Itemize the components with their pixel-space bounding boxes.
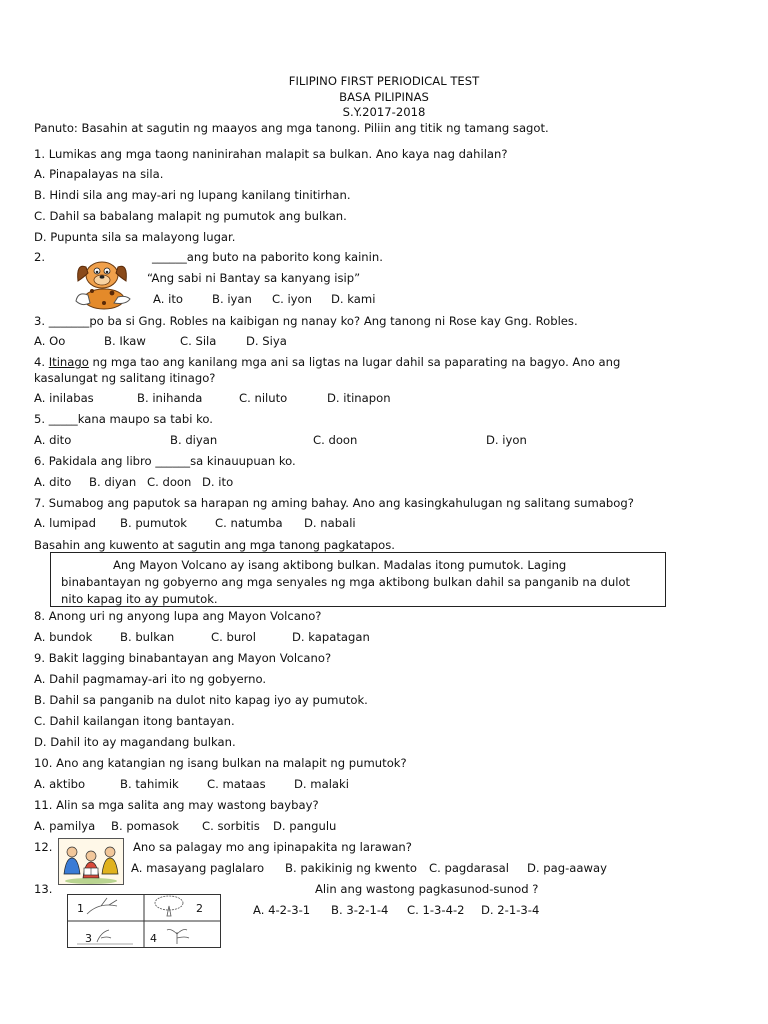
q7-option-b: B. pumutok — [120, 516, 188, 530]
question-2-number: 2. — [34, 250, 46, 264]
q1-option-b: B. Hindi sila ang may-ari ng lupang kanilang tinitirhan. — [34, 188, 351, 202]
q12-option-a: A. masayang paglalaro — [131, 861, 265, 875]
q8-option-a: A. bundok — [34, 630, 93, 644]
q9-option-c: C. Dahil kailangan itong bantayan. — [34, 714, 235, 728]
q5-option-c: C. doon — [313, 433, 358, 447]
q13-options — [0, 903, 768, 917]
instructions: Panuto: Basahin at sagutin ng maayos ang mga tanong. Piliin ang titik ng tamang sagot. — [34, 121, 549, 135]
q4-option-b: B. inihanda — [137, 391, 203, 405]
q11-option-d: D. pangulu — [273, 819, 337, 833]
q7-option-d: D. nabali — [304, 516, 356, 530]
q5-option-d: D. iyon — [486, 433, 527, 447]
q6-option-b: B. diyan — [89, 475, 137, 489]
q7-options — [0, 516, 768, 530]
q12-option-d: D. pag-aaway — [527, 861, 607, 875]
story-instructions: Basahin ang kuwento at sagutin ang mga tanong pagkatapos. — [34, 538, 395, 552]
q1-option-c: C. Dahil sa babalang malapit ng pumutok ang bulkan. — [34, 209, 347, 223]
q13-option-b: B. 3-2-1-4 — [331, 903, 389, 917]
q13-option-a: A. 4-2-3-1 — [253, 903, 311, 917]
story-line-3: nito kapag ito ay pumutok. — [61, 592, 218, 606]
q7-option-a: A. lumipad — [34, 516, 97, 530]
sequence-cell-1-number: 1 — [77, 902, 84, 915]
q8-option-b: B. bulkan — [120, 630, 175, 644]
question-4-rest: ng mga tao ang kanilang mga ani sa ligtas na lugar dahil sa paparating na bagyo. Ano ang — [88, 355, 621, 369]
q3-option-b: B. Ikaw — [104, 334, 146, 348]
q12-option-c: C. pagdarasal — [429, 861, 509, 875]
q4-option-d: D. itinapon — [327, 391, 391, 405]
question-12-number: 12. — [34, 840, 53, 854]
q6-option-a: A. dito — [34, 475, 72, 489]
q11-option-b: B. pomasok — [111, 819, 180, 833]
question-7: 7. Sumabog ang paputok sa harapan ng aming bahay. Ano ang kasingkahulugan ng salitang sumabog? — [34, 496, 634, 510]
q1-option-d: D. Pupunta sila sa malayong lugar. — [34, 230, 236, 244]
q6-option-c: C. doon — [147, 475, 192, 489]
q6-options — [0, 475, 768, 489]
school-name: BASA PILIPINAS — [339, 90, 429, 104]
question-2-line-2: “Ang sabi ni Bantay sa kanyang isip” — [147, 271, 361, 285]
q3-option-d: D. Siya — [246, 334, 287, 348]
sequence-cell-2-number: 2 — [196, 902, 203, 915]
q11-options — [0, 819, 768, 833]
q2-options — [0, 292, 768, 306]
q9-option-a: A. Dahil pagmamay-ari ito ng gobyerno. — [34, 672, 267, 686]
q13-option-c: C. 1-3-4-2 — [407, 903, 465, 917]
underlined-word-itinago: Itinago — [48, 355, 89, 369]
question-13-number: 13. — [34, 882, 53, 896]
q2-option-b: B. iyan — [212, 292, 252, 306]
q10-options — [0, 777, 768, 791]
q5-options — [0, 433, 768, 447]
q3-options — [0, 334, 768, 348]
q10-option-b: B. tahimik — [120, 777, 179, 791]
q12-options — [0, 861, 768, 875]
q4-option-c: C. niluto — [239, 391, 288, 405]
q8-option-c: C. burol — [211, 630, 256, 644]
q12-option-b: B. pakikinig ng kwento — [285, 861, 417, 875]
q8-options — [0, 630, 768, 644]
question-4-line-2: kasalungat ng salitang itinago? — [34, 371, 216, 385]
q3-option-c: C. Sila — [180, 334, 217, 348]
q5-option-b: B. diyan — [170, 433, 218, 447]
question-3: 3. _______po ba si Gng. Robles na kaibigan ng nanay ko? Ang tanong ni Rose kay Gng. Robles. — [34, 314, 578, 328]
q9-option-b: B. Dahil sa panganib na dulot nito kapag iyo ay pumutok. — [34, 693, 368, 707]
q2-option-c: C. iyon — [272, 292, 312, 306]
sequence-cell-3-number: 3 — [85, 932, 92, 945]
question-4-number: 4. — [34, 355, 46, 369]
q13-option-d: D. 2-1-3-4 — [481, 903, 540, 917]
q6-option-d: D. ito — [202, 475, 234, 489]
q1-option-a: A. Pinapalayas na sila. — [34, 167, 164, 181]
question-12: Ano sa palagay mo ang ipinapakita ng larawan? — [133, 840, 412, 854]
question-1: 1. Lumikas ang mga taong naninirahan malapit sa bulkan. Ano kaya nag dahilan? — [34, 147, 508, 161]
question-2-line-1: ______ang buto na paborito kong kainin. — [152, 250, 383, 264]
question-10: 10. Ano ang katangian ng isang bulkan na malapit ng pumutok? — [34, 756, 407, 770]
q11-option-a: A. pamilya — [34, 819, 96, 833]
question-8: 8. Anong uri ng anyong lupa ang Mayon Volcano? — [34, 609, 322, 623]
q11-option-c: C. sorbitis — [202, 819, 260, 833]
q9-option-d: D. Dahil ito ay magandang bulkan. — [34, 735, 236, 749]
question-5: 5. _____kana maupo sa tabi ko. — [34, 412, 213, 426]
q4-options — [0, 391, 768, 405]
q2-option-d: D. kami — [331, 292, 376, 306]
story-line-1: Ang Mayon Volcano ay isang aktibong bulkan. Madalas itong pumutok. Laging — [113, 558, 567, 572]
q4-option-a: A. inilabas — [34, 391, 94, 405]
test-title: FILIPINO FIRST PERIODICAL TEST — [288, 74, 480, 88]
q8-option-d: D. kapatagan — [292, 630, 370, 644]
school-year: S.Y.2017-2018 — [342, 105, 426, 119]
q2-option-a: A. ito — [153, 292, 183, 306]
question-13: Alin ang wastong pagkasunod-sunod ? — [315, 882, 539, 896]
question-4 — [34, 355, 620, 369]
question-11: 11. Alin sa mga salita ang may wastong baybay? — [34, 798, 319, 812]
q10-option-c: C. mataas — [207, 777, 266, 791]
question-6: 6. Pakidala ang libro ______sa kinauupuan ko. — [34, 454, 296, 468]
question-9: 9. Bakit lagging binabantayan ang Mayon Volcano? — [34, 651, 332, 665]
story-box — [50, 552, 666, 607]
sequence-cell-4-number: 4 — [150, 932, 157, 945]
q7-option-c: C. natumba — [215, 516, 283, 530]
q5-option-a: A. dito — [34, 433, 72, 447]
q10-option-a: A. aktibo — [34, 777, 86, 791]
story-line-2: binabantayan ng gobyerno ang mga senyales ng mga aktibong bulkan dahil sa panganib na dulot — [61, 575, 631, 589]
q3-option-a: A. Oo — [34, 334, 66, 348]
q10-option-d: D. malaki — [294, 777, 349, 791]
